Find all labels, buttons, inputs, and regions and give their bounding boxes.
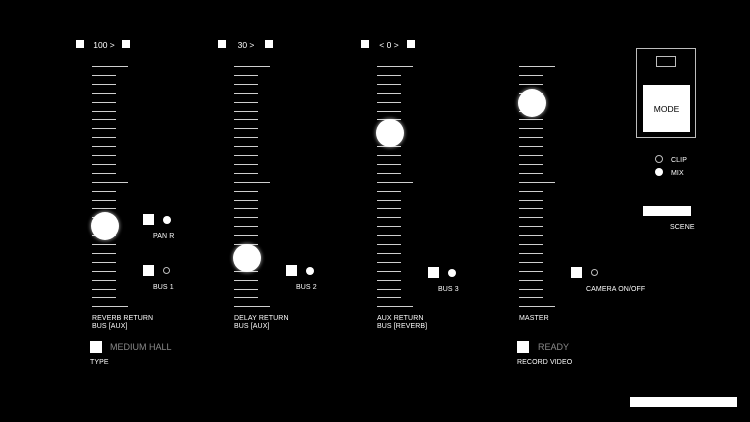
pan-label: PAN R — [153, 233, 175, 240]
fader-tick — [234, 66, 270, 67]
fader-tick — [519, 173, 543, 174]
fader-tick — [92, 164, 116, 165]
fader-tick — [92, 84, 116, 85]
scene-label: SCENE — [670, 224, 695, 231]
fader-tick — [234, 235, 258, 236]
fader-1-label-line2: BUS [AUX] — [92, 323, 128, 330]
fader-tick — [234, 173, 258, 174]
type-select-button[interactable] — [90, 341, 102, 353]
fader-1-knob[interactable] — [91, 212, 119, 240]
mix-label: MIX — [671, 170, 684, 177]
fader-2-knob[interactable] — [233, 244, 261, 272]
fader-tick — [92, 306, 128, 307]
fader-tick — [377, 155, 401, 156]
fader-3-knob[interactable] — [376, 119, 404, 147]
fader-2-value: 30 > — [237, 40, 255, 50]
fader-tick — [234, 280, 258, 281]
fader-tick — [234, 84, 258, 85]
master-label: MASTER — [519, 315, 549, 322]
bus-1-label: BUS 1 — [153, 284, 174, 291]
fader-tick — [377, 226, 401, 227]
fader-3-track[interactable] — [377, 66, 417, 310]
fader-tick — [234, 146, 258, 147]
type-label: TYPE — [90, 359, 109, 366]
fader-tick — [377, 200, 401, 201]
bus-3-label: BUS 3 — [438, 286, 459, 293]
fader-tick — [519, 262, 543, 263]
fader-tick — [234, 297, 258, 298]
mode-preview-icon — [656, 56, 676, 67]
fader-tick — [234, 208, 258, 209]
fader-tick — [519, 306, 555, 307]
fader-tick — [92, 75, 116, 76]
fader-tick — [234, 137, 258, 138]
fader-tick — [377, 253, 401, 254]
fader-tick — [234, 128, 258, 129]
fader-tick — [519, 200, 543, 201]
fader-tick — [92, 182, 128, 183]
fader-tick — [92, 173, 116, 174]
fader-tick — [519, 75, 543, 76]
fader-tick — [92, 111, 116, 112]
fader-tick — [377, 182, 413, 183]
fader-tick — [234, 289, 258, 290]
fader-tick — [92, 200, 116, 201]
fader-tick — [519, 146, 543, 147]
scene-button[interactable] — [643, 206, 691, 216]
bus-2-label: BUS 2 — [296, 284, 317, 291]
fader-tick — [92, 119, 116, 120]
fader-tick — [92, 137, 116, 138]
fader-tick — [377, 191, 401, 192]
fader-tick — [92, 191, 116, 192]
fader-tick — [377, 93, 401, 94]
fader-tick — [519, 137, 543, 138]
fader-1-track[interactable] — [92, 66, 132, 310]
fader-tick — [377, 262, 401, 263]
fader-tick — [234, 306, 270, 307]
fader-tick — [92, 297, 116, 298]
fader-tick — [92, 93, 116, 94]
fader-tick — [519, 217, 543, 218]
bus-1-indicator-icon — [163, 267, 170, 274]
pan-toggle-button[interactable] — [143, 214, 154, 225]
bus-2-toggle-button[interactable] — [286, 265, 297, 276]
mode-button[interactable]: MODE — [643, 85, 690, 132]
fader-tick — [377, 297, 401, 298]
fader-3-label-line2: BUS [REVERB] — [377, 323, 428, 330]
fader-tick — [377, 306, 413, 307]
fader-3-value: < 0 > — [379, 40, 399, 50]
fader-tick — [519, 235, 543, 236]
camera-toggle-button[interactable] — [571, 267, 582, 278]
fader-tick — [92, 146, 116, 147]
fader-tick — [519, 244, 543, 245]
fader-tick — [377, 66, 413, 67]
fader-tick — [377, 271, 401, 272]
clip-radio[interactable] — [655, 155, 663, 163]
fader-tick — [377, 164, 401, 165]
bus-2-indicator-icon — [306, 267, 314, 275]
bus-3-toggle-button[interactable] — [428, 267, 439, 278]
fader-tick — [92, 253, 116, 254]
fader-tick — [234, 217, 258, 218]
fader-tick — [377, 111, 401, 112]
fader-tick — [519, 271, 543, 272]
fader-tick — [92, 128, 116, 129]
fader-3-increment-button[interactable] — [407, 40, 415, 48]
fader-tick — [92, 208, 116, 209]
fader-tick — [92, 66, 128, 67]
fader-1-increment-button[interactable] — [122, 40, 130, 48]
fader-tick — [519, 182, 555, 183]
fader-1-decrement-button[interactable] — [76, 40, 84, 48]
fader-tick — [92, 155, 116, 156]
fader-tick — [377, 75, 401, 76]
fader-tick — [519, 84, 543, 85]
fader-tick — [377, 173, 401, 174]
fader-tick — [377, 217, 401, 218]
fader-2-decrement-button[interactable] — [218, 40, 226, 48]
mode-panel — [636, 48, 696, 138]
fader-tick — [377, 102, 401, 103]
fader-2-track[interactable] — [234, 66, 274, 310]
pan-indicator-icon — [163, 216, 171, 224]
fader-1-label-line1: REVERB RETURN — [92, 315, 154, 322]
fader-tick — [234, 182, 270, 183]
clip-label: CLIP — [671, 157, 687, 164]
fader-1-value: 100 > — [93, 40, 115, 50]
camera-indicator-icon — [591, 269, 598, 276]
fader-tick — [519, 208, 543, 209]
fader-tick — [519, 297, 543, 298]
fader-tick — [377, 244, 401, 245]
fader-tick — [519, 253, 543, 254]
fader-tick — [519, 119, 543, 120]
fader-tick — [234, 111, 258, 112]
fader-tick — [234, 191, 258, 192]
fader-3-label-line1: AUX RETURN — [377, 315, 424, 322]
fader-3-decrement-button[interactable] — [361, 40, 369, 48]
fader-tick — [92, 271, 116, 272]
fader-tick — [519, 289, 543, 290]
fader-tick — [519, 226, 543, 227]
fader-tick — [377, 208, 401, 209]
fader-tick — [234, 164, 258, 165]
mix-radio[interactable] — [655, 168, 663, 176]
fader-tick — [234, 119, 258, 120]
record-status: READY — [538, 342, 570, 352]
fader-tick — [234, 93, 258, 94]
fader-tick — [92, 280, 116, 281]
bus-1-toggle-button[interactable] — [143, 265, 154, 276]
fader-tick — [519, 191, 543, 192]
fader-tick — [519, 280, 543, 281]
fader-tick — [92, 289, 116, 290]
fader-tick — [92, 102, 116, 103]
fader-tick — [234, 226, 258, 227]
record-video-button[interactable] — [517, 341, 529, 353]
fader-2-increment-button[interactable] — [265, 40, 273, 48]
fader-tick — [92, 244, 116, 245]
master-fader-knob[interactable] — [518, 89, 546, 117]
fader-tick — [92, 262, 116, 263]
record-video-label: RECORD VIDEO — [517, 359, 573, 366]
fader-tick — [519, 128, 543, 129]
fader-tick — [234, 155, 258, 156]
fader-tick — [234, 75, 258, 76]
fader-tick — [377, 280, 401, 281]
bottom-action-bar[interactable] — [630, 397, 737, 407]
fader-2-label-line1: DELAY RETURN — [234, 315, 289, 322]
camera-label: CAMERA ON/OFF — [586, 286, 646, 293]
fader-tick — [377, 84, 401, 85]
fader-tick — [519, 164, 543, 165]
fader-tick — [519, 155, 543, 156]
bus-3-indicator-icon — [448, 269, 456, 277]
fader-tick — [377, 235, 401, 236]
fader-2-label-line2: BUS [AUX] — [234, 323, 270, 330]
fader-tick — [234, 102, 258, 103]
reverb-type-value: MEDIUM HALL — [110, 342, 172, 352]
fader-tick — [519, 66, 555, 67]
fader-tick — [234, 200, 258, 201]
fader-tick — [377, 289, 401, 290]
